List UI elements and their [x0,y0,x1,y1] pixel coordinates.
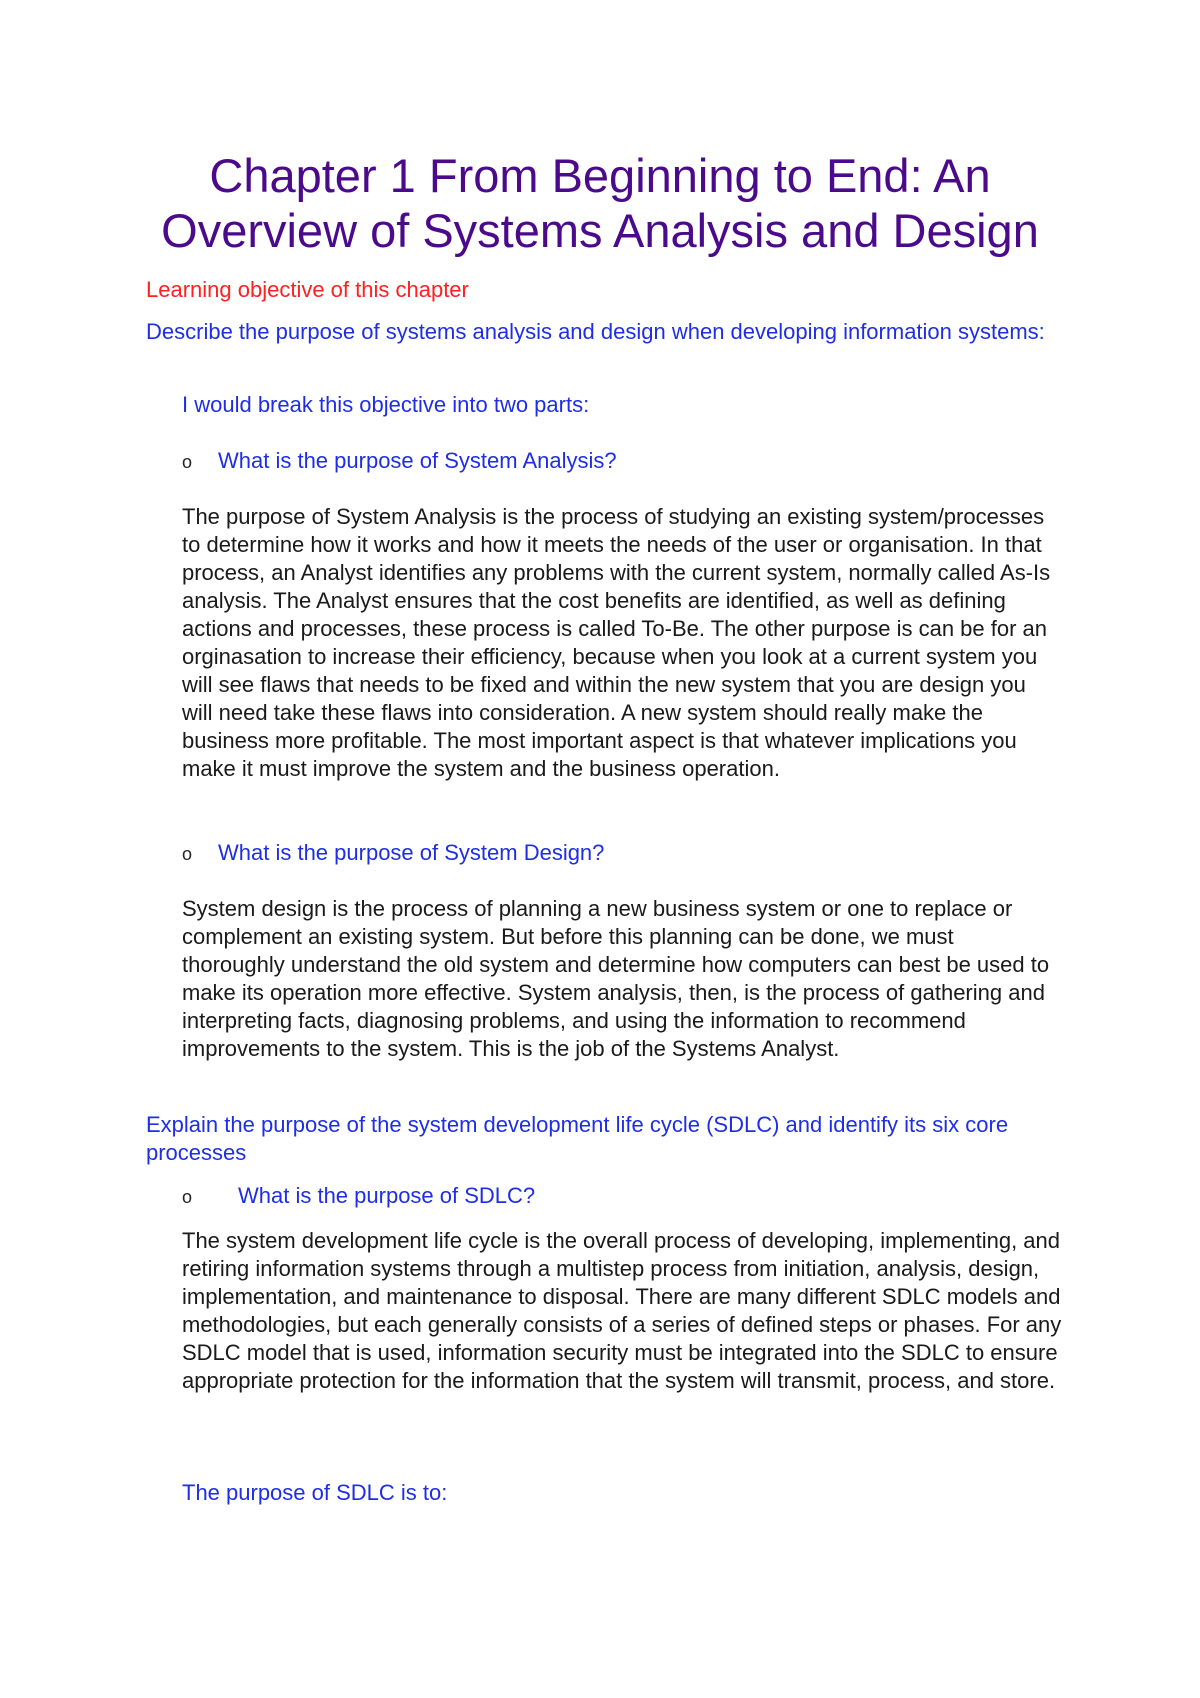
bullet-circle-icon: o [182,1187,193,1207]
page-title: Chapter 1 From Beginning to End: An Overview of Systems Analysis and Design [161,149,1039,257]
question-system-analysis [182,447,617,476]
bullet-circle-icon: o [182,844,193,864]
bullet-circle-icon: o [182,452,193,472]
objective-1: Describe the purpose of systems analysis and design when developing information systems: [146,319,1045,344]
question-sdlc [182,1182,535,1211]
answer-sdlc: The system development life cycle is the overall process of developing, implementing, and retiring information systems through a multistep process from initiation, analysis, design, implementation, and maintenance to disposal. There are many different SDLC models and methodologies, but each generally consists of a series of defined steps or phases. For any SDLC model that is used, information security must be integrated into the SDLC to ensure appropriate protection for the information that the system will transmit, process, and store. [182,1228,1062,1393]
answer-system-analysis: The purpose of System Analysis is the process of studying an existing system/processes to determine how it works and how it meets the needs of the user or organisation. In that process, an Analyst identifies any problems with the current system, normally called As-Is analysis. The Analyst ensures that the cost benefits are identified, as well as defining actions and processes, these process is called To-Be. The other purpose is can be for an orginasation to increase their efficiency, because when you look at a current system you will see flaws that needs to be fixed and within the new system that you are design you will need take these flaws into consideration. A new system should really make the business more profitable. The most important aspect is that whatever implications you make it must improve the system and the business operation. [182,504,1051,781]
answer-system-design: System design is the process of planning a new business system or one to replace or complement an existing system. But before this planning can be done, we must thoroughly understand the old system and determine how computers can best be used to make its operation more effective. System analysis, then, is the process of gathering and interpreting facts, diagnosing problems, and using the information to recommend improvements to the system. This is the job of the Systems Analyst. [182,896,1050,1061]
question-text: What is the purpose of SDLC? [238,1183,536,1208]
learning-objective-heading: Learning objective of this chapter [146,277,469,302]
question-text: What is the purpose of System Analysis? [218,448,617,473]
question-system-design [182,839,604,868]
question-text: What is the purpose of System Design? [218,840,605,865]
objective-2: Explain the purpose of the system development life cycle (SDLC) and identify its six core processes [146,1112,1027,1165]
break-into-parts: I would break this objective into two parts: [182,392,590,417]
sdlc-purpose-heading: The purpose of SDLC is to: [182,1480,448,1505]
